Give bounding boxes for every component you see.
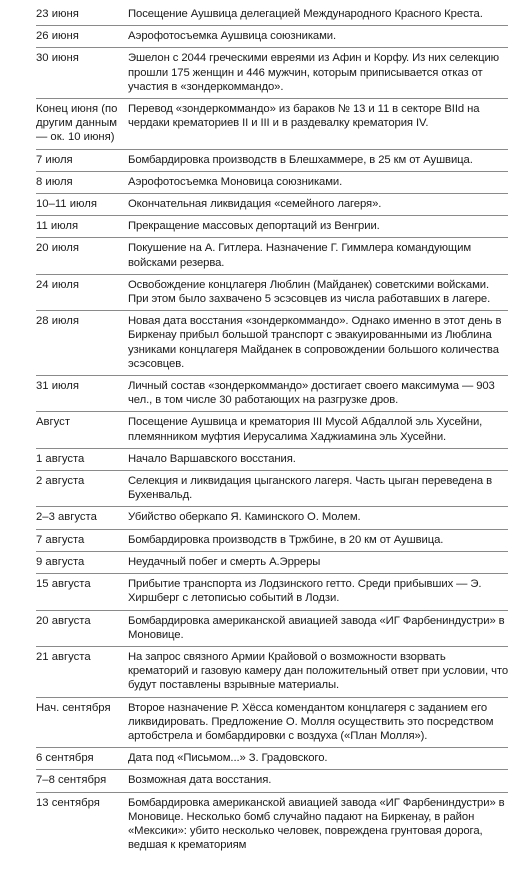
row-date: 21 августа (36, 646, 128, 697)
chronology-row (36, 551, 508, 573)
row-event: Бомбардировка производств в Блешхаммере, в 25 км от Аушвица. (128, 149, 508, 171)
row-date: Август (36, 412, 128, 448)
row-event: Окончательная ликвидация «семейного лагеря». (128, 194, 508, 216)
chronology-row (36, 412, 508, 448)
row-event: Посещение Аушвица и крематория III Мусой Абдаллой эль Хусейни, племянником муфтия Иерусалима Хаджиамина эль Хусейни. (128, 412, 508, 448)
chronology-row (36, 646, 508, 697)
row-date: 2 августа (36, 471, 128, 507)
row-event: Селекция и ликвидация цыганского лагеря. Часть цыган переведена в Бухенвальд. (128, 471, 508, 507)
row-event: Новая дата восстания «зондеркоммандо». Однако именно в этот день в Биркенау прибыл большой транспорт с эвакуированными из Люблина узниками концлагеря Майданек в сопровождении большого количества эсэсовцев. (128, 311, 508, 376)
chronology-row (36, 48, 508, 99)
chronology-row (36, 171, 508, 193)
row-event: Аэрофотосъемка Моновица союзниками. (128, 171, 508, 193)
chronology-row (36, 194, 508, 216)
row-date: 20 июля (36, 238, 128, 274)
chronology-row (36, 507, 508, 529)
row-date: 31 июля (36, 376, 128, 412)
chronology-row (36, 748, 508, 770)
row-event: Начало Варшавского восстания. (128, 448, 508, 470)
row-event: На запрос связного Армии Крайовой о возможности взорвать крематорий и газовую камеру дан положительный ответ при условии, что будут поставлены взрывные материалы. (128, 646, 508, 697)
chronology-row (36, 471, 508, 507)
chronology-row (36, 4, 508, 26)
row-event: Бомбардировка американской авиацией завода «ИГ Фарбениндустри» в Моновице. (128, 610, 508, 646)
row-event: Дата под «Письмом...» З. Градовского. (128, 748, 508, 770)
chronology-row (36, 216, 508, 238)
row-event: Неудачный побег и смерть А.Эрреры (128, 551, 508, 573)
row-date: 20 августа (36, 610, 128, 646)
row-event: Бомбардировка американской авиацией завода «ИГ Фарбениндустри» в Моновице. Несколько бомб случайно падают на Биркенау, в район «Мексики»: убито несколько человек, повреждена грунтовая дорога, ведшая к крематориям (128, 796, 505, 852)
row-event: Перевод «зондеркоммандо» из бараков № 13 и 11 в секторе BIId на чердаки крематориев II и III и в раздевалку крематория IV. (128, 99, 508, 150)
row-date: 24 июля (36, 274, 128, 310)
row-event: Прекращение массовых депортаций из Венгрии. (128, 216, 508, 238)
chronology-row (36, 149, 508, 171)
row-event: Возможная дата восстания. (128, 770, 508, 792)
row-event: Эшелон с 2044 греческими евреями из Афин и Корфу. Из них селекцию прошли 175 женщин и 446 мужчин, которым приписывается отказ от участия в «зондеркоммандо». (128, 48, 508, 99)
chronology-row (36, 770, 508, 792)
chronology-row (36, 574, 508, 610)
chronology-row (36, 274, 508, 310)
row-date: 10–11 июля (36, 194, 128, 216)
chronology-row (36, 529, 508, 551)
chronology-table-body (36, 4, 508, 856)
row-event: Личный состав «зондеркоммандо» достигает своего максимума — 903 чел., в том числе 30 работающих на разгрузке дров. (128, 376, 508, 412)
row-date: 2–3 августа (36, 507, 128, 529)
row-event: Убийство оберкапо Я. Каминского О. Молем. (128, 507, 508, 529)
chronology-row (36, 99, 508, 150)
row-date: 26 июня (36, 26, 128, 48)
row-date: 8 июля (36, 171, 128, 193)
row-date: 30 июня (36, 48, 128, 99)
row-date: 1 августа (36, 448, 128, 470)
row-event: Второе назначение Р. Хёсса комендантом концлагеря с заданием его ликвидировать. Предложение О. Молля осуществить это посредством артобстрела и бомбардировки с воздуха («План Молля»). (128, 697, 508, 748)
row-date: Нач. сентября (36, 697, 128, 748)
chronology-row (36, 311, 508, 376)
row-event: Покушение на А. Гитлера. Назначение Г. Гиммлера командующим войсками резерва. (128, 238, 508, 274)
row-event: Прибытие транспорта из Лодзинского гетто. Среди прибывших — Э. Хиршберг с летописью событий в Лодзи. (128, 574, 508, 610)
chronology-row (36, 792, 508, 856)
chronology-row (36, 376, 508, 412)
row-date: 28 июля (36, 311, 128, 376)
row-date: 7–8 сентября (36, 770, 128, 792)
row-event: Аэрофотосъемка Аушвица союзниками. (128, 26, 508, 48)
row-event: Освобождение концлагеря Люблин (Майданек) советскими войсками. При этом было захвачено 5 эсэсовцев из числа работавших в лагере. (128, 274, 508, 310)
row-date: 7 августа (36, 529, 128, 551)
row-date: 9 августа (36, 551, 128, 573)
row-date: 6 сентября (36, 748, 128, 770)
row-event: Бомбардировка производств в Тржбине, в 20 км от Аушвица. (128, 529, 508, 551)
chronology-row (36, 610, 508, 646)
chronology-row (36, 697, 508, 748)
row-date: 23 июня (36, 4, 128, 26)
row-date: Конец июня (по другим данным — ок. 10 июня) (36, 99, 128, 150)
chronology-row (36, 26, 508, 48)
chronology-table (36, 4, 508, 856)
chronology-row (36, 448, 508, 470)
row-date: 15 августа (36, 574, 128, 610)
row-date: 13 сентября (36, 796, 100, 809)
row-event: Посещение Аушвица делегацией Международного Красного Креста. (128, 4, 508, 26)
row-date: 11 июля (36, 216, 128, 238)
chronology-row (36, 238, 508, 274)
row-date: 7 июля (36, 149, 128, 171)
